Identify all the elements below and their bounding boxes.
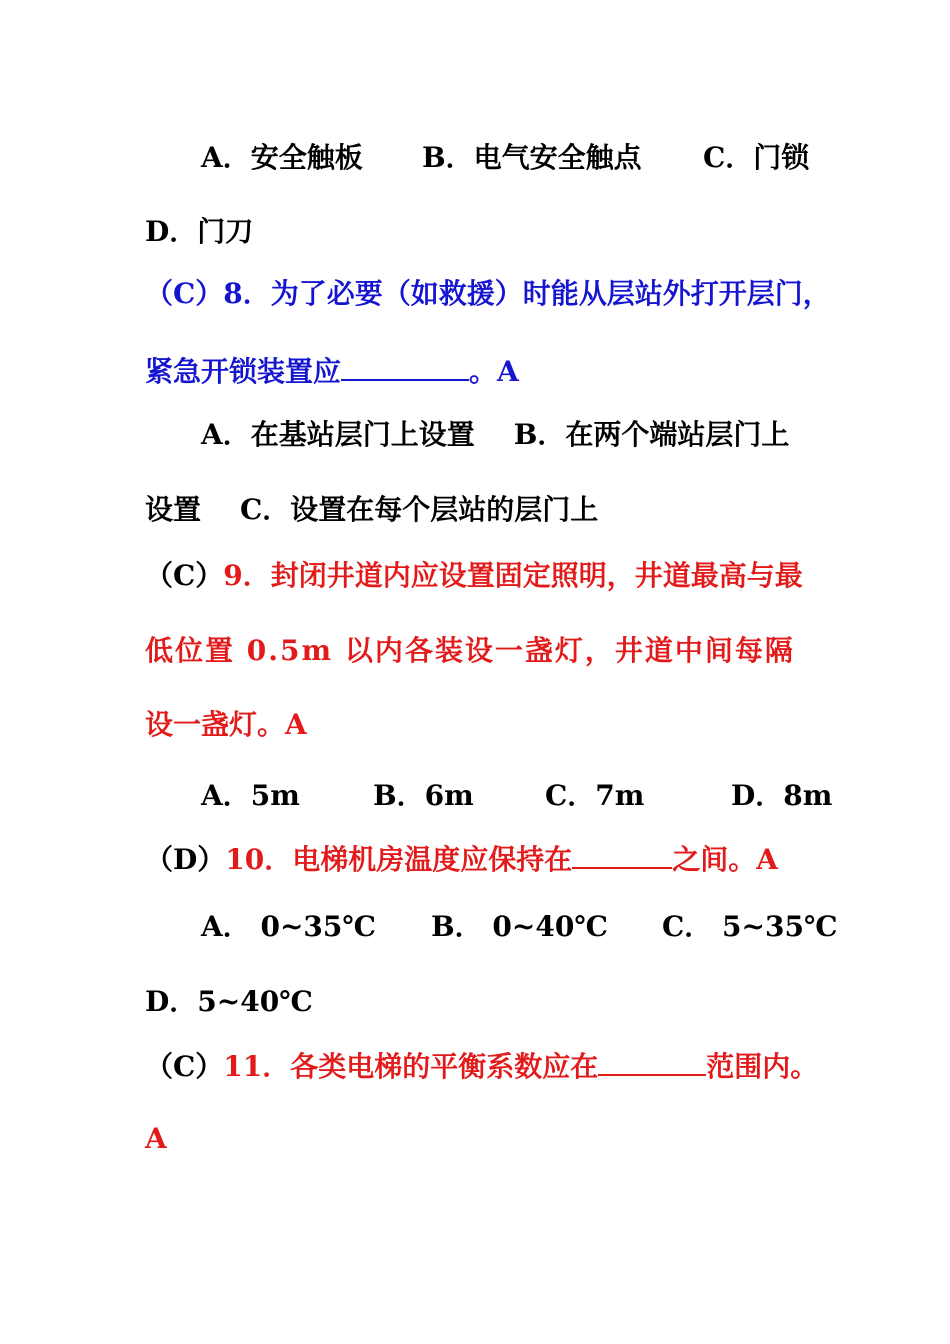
q7-option-c: C．门锁 <box>703 141 810 174</box>
q11-answer-key: A <box>145 1122 167 1155</box>
q8-question-line2 <box>145 351 519 390</box>
q11-question-text: 11．各类电梯的平衡系数应在 <box>223 1050 599 1083</box>
q9-question-text: 9．封闭井道内应设置固定照明，井道最高与最 <box>223 559 803 592</box>
q9-question-line1 <box>145 558 803 594</box>
q10-option-b: B． 0~40℃ <box>431 910 608 943</box>
q11-question-text-2: 范围内。 <box>706 1050 819 1083</box>
q8-answer-prefix: （C） <box>145 277 224 310</box>
q9-question-line2: 低位置 0.5m 以内各装设一盏灯，井道中间每隔 <box>145 634 795 667</box>
q7-option-b: B．电气安全触点 <box>422 141 642 174</box>
q7-option-d: D．门刀 <box>145 215 254 248</box>
q10-question-line1 <box>145 839 778 878</box>
q7-option-a: A．安全触板 <box>201 141 363 174</box>
q11-question-line1 <box>145 1046 818 1085</box>
q9-question-line3: 设一盏灯。A <box>145 708 307 741</box>
q10-question-text: 10．电梯机房温度应保持在 <box>225 843 573 876</box>
q9-option-b: B．6m <box>373 779 474 812</box>
q11-blank <box>598 1046 706 1076</box>
q10-option-a: A． 0~35℃ <box>201 910 376 943</box>
q10-answer-key: 之间。A <box>672 843 778 876</box>
q8-blank <box>341 351 469 381</box>
q9-option-c: C．7m <box>545 779 645 812</box>
q8-question-text: 8．为了必要（如救援）时能从层站外打开层门， <box>223 277 831 310</box>
q10-option-c: C． 5~35℃ <box>662 910 838 943</box>
q9-option-d: D．8m <box>731 779 833 812</box>
q9-option-a: A．5m <box>201 779 300 812</box>
q10-blank <box>572 839 672 869</box>
q11-answer-prefix: （C） <box>145 1050 224 1083</box>
q9-answer-prefix: （C） <box>145 559 224 592</box>
q8-options-line2: 设置 C．设置在每个层站的层门上 <box>145 493 599 526</box>
q8-question-text-2: 紧急开锁装置应 <box>145 355 342 388</box>
q8-answer-key: 。A <box>469 355 519 388</box>
q10-answer-prefix: （D） <box>145 843 226 876</box>
q8-options-line1: A．在基站层门上设置 B．在两个端站层门上 <box>201 418 790 451</box>
q10-option-d: D．5~40℃ <box>145 985 313 1018</box>
q8-question-line1 <box>145 276 831 312</box>
